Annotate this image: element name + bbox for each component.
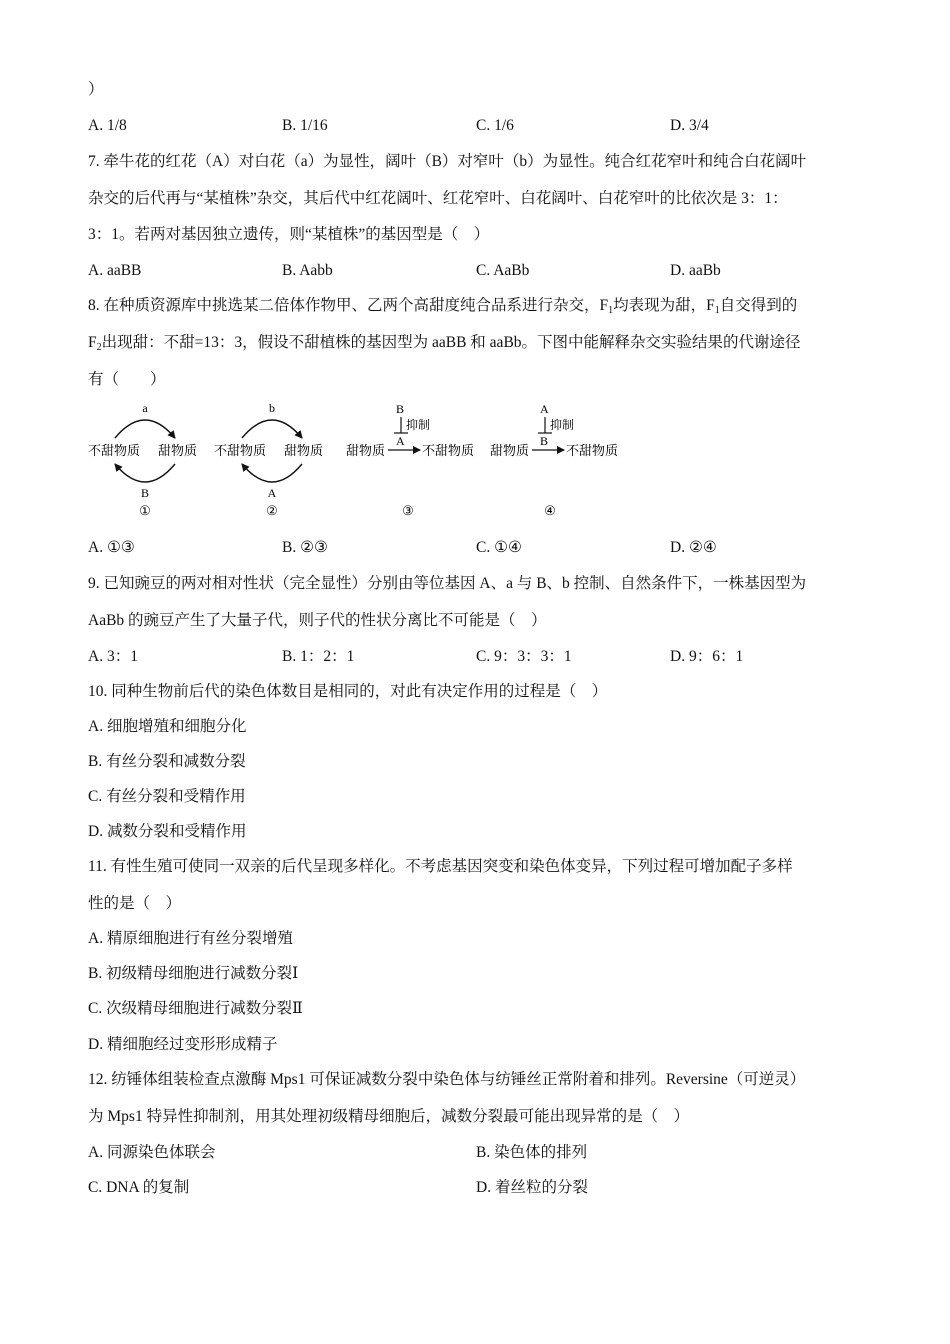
q8-option-d: D. ②④ — [670, 539, 717, 556]
pathway-2-top-arrow — [242, 420, 302, 438]
pathway-1-bottom-label: B — [140, 486, 150, 500]
pathway-2-right-substance: 甜物质 — [284, 443, 324, 458]
q10-option-c: C. 有丝分裂和受精作用 — [88, 788, 246, 805]
q6-option-d: D. 3/4 — [670, 117, 709, 134]
q12-stem-line2: 为 Mps1 特异性抑制剂，用其处理初级精母细胞后，减数分裂最可能出现异常的是（ ） — [88, 1108, 690, 1125]
pathway-4-inhibit-label: 抑制 — [550, 418, 575, 432]
pathway-1-top-arrow — [115, 420, 175, 438]
pathway-2-top-label: b — [269, 401, 275, 415]
pathway-3-number: ③ — [402, 503, 414, 518]
q9-option-d: D. 9：6：1 — [670, 648, 744, 665]
q12-option-c: C. DNA 的复制 — [88, 1179, 190, 1196]
q7-stem-line1: 7. 牵牛花的红花（A）对白花（a）为显性，阔叶（B）对窄叶（b）为显性。纯合红花窄叶和纯合白花阔叶 — [88, 153, 807, 170]
q11-stem-line2: 性的是（ ） — [88, 895, 182, 912]
pathway-4-inhibitor-gene: A — [540, 402, 549, 416]
q7-option-a: A. aaBB — [88, 262, 142, 279]
q11-stem-line1: 11. 有性生殖可使同一双亲的后代呈现多样化。不考虑基因突变和染色体变异，下列过程可增加配子多样 — [88, 858, 793, 875]
pathway-2-number: ② — [266, 503, 278, 518]
pathway-4-arrow-label: B — [540, 434, 549, 448]
pathway-1-number: ① — [139, 503, 151, 518]
q8-stem-line3: 有（ ） — [88, 371, 166, 388]
q7-stem-line3: 3：1。若两对基因独立遗传，则“某植株”的基因型是（ ） — [88, 226, 490, 243]
pathway-4-right-substance: 不甜物质 — [566, 443, 619, 458]
q12-option-a: A. 同源染色体联会 — [88, 1144, 216, 1161]
q8-pathway-diagram — [80, 398, 640, 523]
q9-option-c: C. 9：3：3：1 — [476, 648, 572, 665]
q8-option-b: B. ②③ — [282, 539, 328, 556]
q11-option-d: D. 精细胞经过变形形成精子 — [88, 1036, 278, 1053]
q7-stem-line2: 杂交的后代再与“某植株”杂交，其后代中红花阔叶、红花窄叶、白花阔叶、白花窄叶的比依次是 3：1： — [88, 190, 788, 207]
q9-stem-line1: 9. 已知豌豆的两对相对性状（完全显性）分别由等位基因 A、a 与 B、b 控制、自然条件下，一株基因型为 — [88, 575, 807, 592]
pathway-4 — [490, 402, 618, 518]
pathway-3-arrow-label: A — [396, 434, 405, 448]
pathway-2 — [214, 401, 323, 518]
q11-option-c: C. 次级精母细胞进行减数分裂Ⅱ — [88, 1000, 303, 1017]
pathway-4-number: ④ — [544, 503, 556, 518]
q11-option-a: A. 精原细胞进行有丝分裂增殖 — [88, 930, 293, 947]
q12-option-b: B. 染色体的排列 — [476, 1144, 588, 1161]
q8-option-a: A. ①③ — [88, 539, 135, 556]
q9-option-a: A. 3：1 — [88, 648, 138, 665]
pathway-3-right-substance: 不甜物质 — [422, 443, 475, 458]
pathway-3-left-substance: 甜物质 — [346, 443, 386, 458]
q7-option-d: D. aaBb — [670, 262, 721, 279]
q6-option-b: B. 1/16 — [282, 117, 328, 134]
q10-option-a: A. 细胞增殖和细胞分化 — [88, 718, 247, 735]
q8-stem-line1: 8. 在种质资源库中挑选某二倍体作物甲、乙两个高甜度纯合品系进行杂交，$F_1$均表现为甜，$F_1$自交得到的 — [88, 297, 798, 316]
q6-option-c: C. 1/6 — [476, 117, 514, 134]
q9-stem-line2: AaBb 的豌豆产生了大量子代，则子代的性状分离比不可能是（ ） — [88, 612, 547, 629]
q6-closing-paren: ） — [88, 81, 104, 98]
pathway-2-bottom-arrow — [242, 464, 302, 482]
pathway-4-left-substance: 甜物质 — [490, 443, 530, 458]
q6-option-a: A. 1/8 — [88, 117, 127, 134]
pathway-2-bottom-label: A — [267, 486, 277, 500]
q12-stem-line1: 12. 纺锤体组装检查点激酶 Mps1 可保证减数分裂中染色体与纺锤丝正常附着和排列。Reversine（可逆灵） — [88, 1071, 806, 1088]
pathway-1 — [88, 401, 197, 518]
q7-option-c: C. AaBb — [476, 262, 530, 279]
pathway-1-top-label: a — [142, 401, 148, 415]
pathway-1-bottom-arrow — [115, 464, 175, 482]
q10-stem-line1: 10. 同种生物前后代的染色体数目是相同的，对此有决定作用的过程是（ ） — [88, 683, 608, 700]
q9-option-b: B. 1：2：1 — [282, 648, 355, 665]
q8-option-c: C. ①④ — [476, 539, 522, 556]
pathway-1-right-substance: 甜物质 — [158, 443, 198, 458]
q11-option-b: B. 初级精母细胞进行减数分裂Ⅰ — [88, 965, 299, 982]
pathway-1-left-substance: 不甜物质 — [88, 443, 141, 458]
q10-option-b: B. 有丝分裂和减数分裂 — [88, 753, 246, 770]
q12-option-d: D. 着丝粒的分裂 — [476, 1179, 588, 1196]
q10-option-d: D. 减数分裂和受精作用 — [88, 823, 247, 840]
pathway-3 — [346, 402, 474, 518]
pathway-3-inhibit-label: 抑制 — [406, 418, 431, 432]
pathway-2-left-substance: 不甜物质 — [214, 443, 267, 458]
pathway-3-inhibitor-gene: B — [396, 402, 405, 416]
q7-option-b: B. Aabb — [282, 262, 333, 279]
q8-stem-line2: $F_2$出现甜：不甜=13：3，假设不甜植株的基因型为 aaBB 和 aaBb。下图中能解释杂交实验结果的代谢途径 — [88, 334, 801, 353]
